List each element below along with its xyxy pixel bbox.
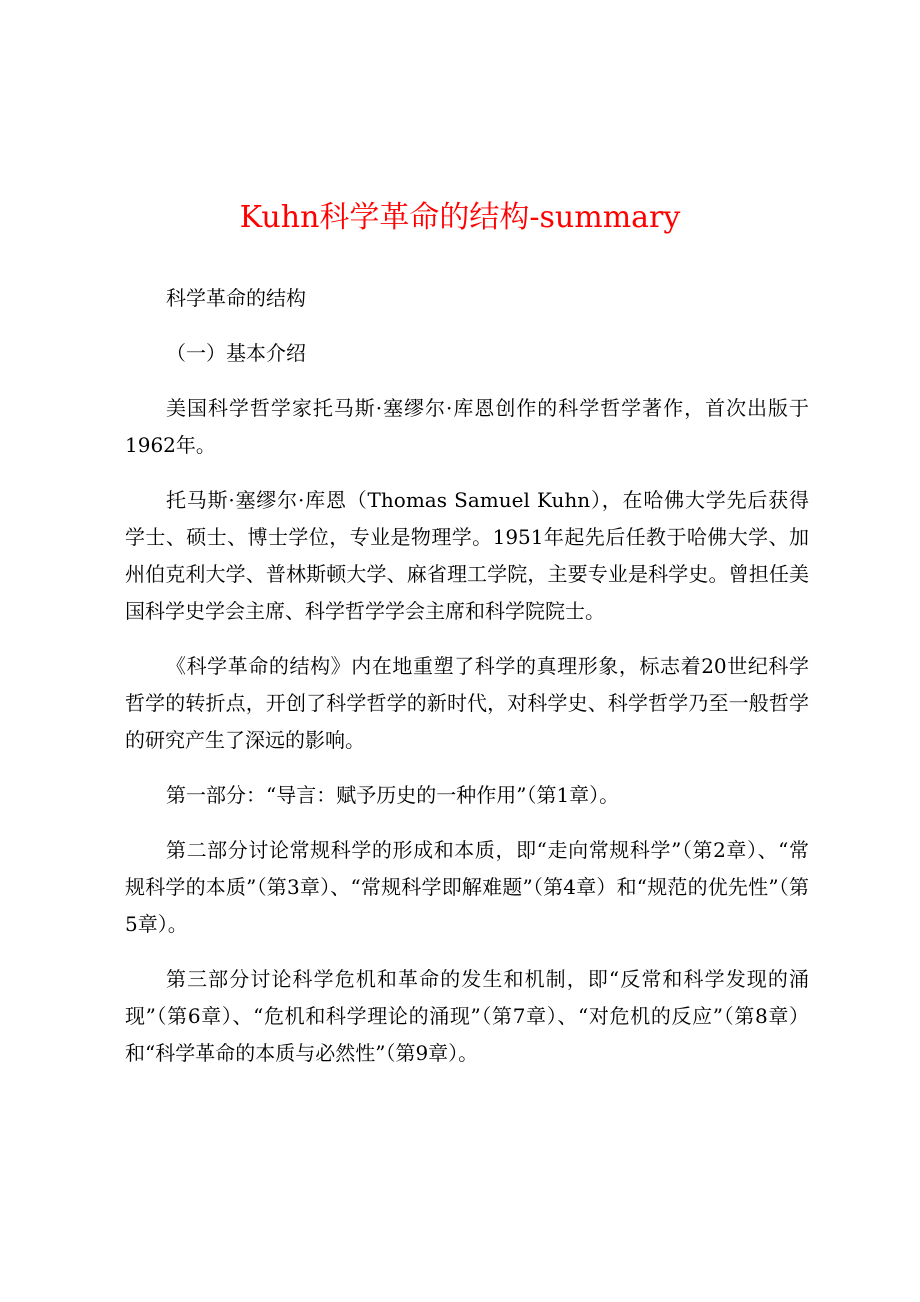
paragraph-part-two: 第二部分讨论常规科学的形成和本质，即“走向常规科学”（第2章）、“常规科学的本质”（第3章）、“常规科学即解难题”（第4章）和“规范的优先性”（第5章）。 [125, 838, 809, 936]
paragraph-intro: 美国科学哲学家托马斯·塞缪尔·库恩创作的科学哲学著作，首次出版于1962年。 [125, 396, 809, 457]
paragraph-author-bio: 托马斯·塞缪尔·库恩（Thomas Samuel Kuhn），在哈佛大学先后获得学士、硕士、博士学位，专业是物理学。1951年起先后任教于哈佛大学、加州伯克利大学、普林斯顿大学、麻省理工学院，主要专业是科学史。曾担任美国科学史学会主席、科学哲学学会主席和科学院院士。 [125, 488, 809, 623]
paragraph-part-one: 第一部分：“导言：赋予历史的一种作用”（第1章）。 [166, 783, 620, 807]
document-body [125, 280, 809, 1090]
paragraph-part-three: 第三部分讨论科学危机和革命的发生和机制，即“反常和科学发现的涌现”（第6章）、“危机和科学理论的涌现”（第7章）、“对危机的反应”（第8章）和“科学革命的本质与必然性”（第9章）。 [125, 967, 809, 1065]
paragraph-section-label: （一）基本介绍 [166, 341, 306, 365]
paragraph-heading: 科学革命的结构 [166, 286, 306, 310]
paragraph-significance: 《科学革命的结构》内在地重塑了科学的真理形象，标志着20世纪科学哲学的转折点，开创了科学哲学的新时代，对科学史、科学哲学乃至一般哲学的研究产生了深远的影响。 [125, 654, 809, 752]
document-title: Kuhn科学革命的结构-summary [239, 200, 681, 235]
